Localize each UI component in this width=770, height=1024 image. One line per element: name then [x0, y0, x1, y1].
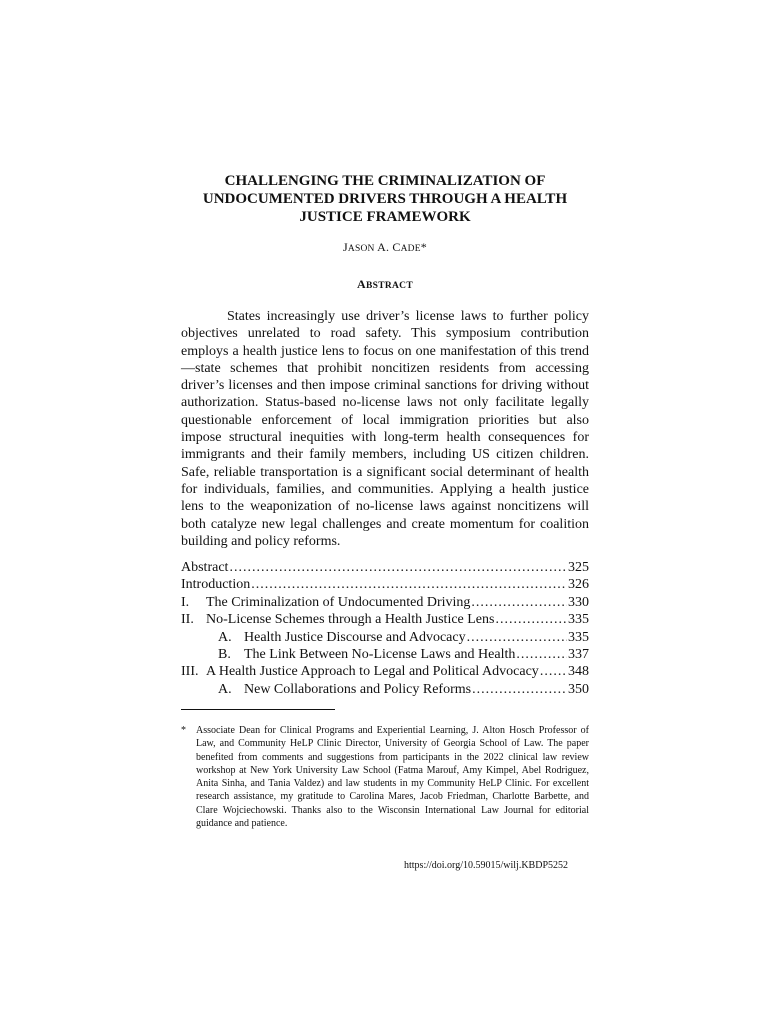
- title-line-3: JUSTICE FRAMEWORK: [299, 209, 471, 225]
- author-name: JASON A. CADE*: [343, 240, 427, 254]
- toc-entry-abstract[interactable]: Abstract ..... 325: [181, 559, 589, 576]
- toc-entry-part-3a[interactable]: A. New Collaborations and Policy Reforms ..... 350: [181, 681, 589, 698]
- toc-entry-part-1[interactable]: I. The Criminalization of Undocumented Driving ..... 330: [181, 594, 589, 611]
- toc-entry-part-2b[interactable]: B. The Link Between No-License Laws and Health ..... 337: [181, 646, 589, 663]
- toc-entry-part-2a[interactable]: A. Health Justice Discourse and Advocacy ..... 335: [181, 629, 589, 646]
- doi-link[interactable]: https://doi.org/10.59015/wilj.KBDP5252: [404, 860, 568, 871]
- abstract-heading: ABSTRACT: [357, 277, 413, 291]
- footnote-text: Associate Dean for Clinical Programs and Experiential Learning, J. Alton Hosch Professor of Law, and Community HeLP Clinic Director, University of Georgia School of Law. The paper benefited from comments and suggestions from participants in the 2022 clinical law review workshop at New York University Law School (Fatma Marouf, Amy Kimpel, Abel Rodriguez, Anita Sinha, and Tania Valdez) and law students in my Community HeLP Clinic. For excellent research assistance, my gratitude to Carolina Mares, Jacob Friedman, Charlotte Barbette, and Clare Wojciechowski. Thanks also to the Wisconsin International Law Journal for editorial guidance and patience.: [196, 725, 589, 830]
- author-footnote: [181, 724, 589, 830]
- toc-entry-introduction[interactable]: Introduction ..... 326: [181, 576, 589, 593]
- table-of-contents: [181, 559, 589, 698]
- footnote-separator: [181, 709, 335, 710]
- title-line-1: CHALLENGING THE CRIMINALIZATION OF: [224, 173, 546, 189]
- toc-entry-part-2[interactable]: II. No-License Schemes through a Health Justice Lens ..... 335: [181, 611, 589, 628]
- paper-title: [180, 172, 590, 226]
- footnote-mark: *: [181, 725, 186, 736]
- title-line-2: UNDOCUMENTED DRIVERS THROUGH A HEALTH: [202, 191, 568, 207]
- author-footnote-mark: *: [420, 240, 427, 254]
- toc-entry-part-3[interactable]: III. A Health Justice Approach to Legal and Political Advocacy ..... 348: [181, 663, 589, 680]
- abstract-text: States increasingly use driver’s license laws to further policy objectives unrelated to road safety. This symposium contribution employs a health justice lens to focus on one manifestation of this trend—state schemes that prohibit noncitizen residents from accessing driver’s licenses and then impose criminal sanctions for driving without authorization. Status-based no-license laws not only facilitate legally questionable enforcement of local immigration priorities but also impose structural inequities with long-term health consequences for immigrants and their family members, including US citizen children. Safe, reliable transportation is a significant social determinant of health for individuals, families, and communities. Applying a health justice lens to the weaponization of no-license laws against noncitizens will both catalyze new legal challenges and create momentum for coalition building and policy reforms.: [181, 309, 589, 549]
